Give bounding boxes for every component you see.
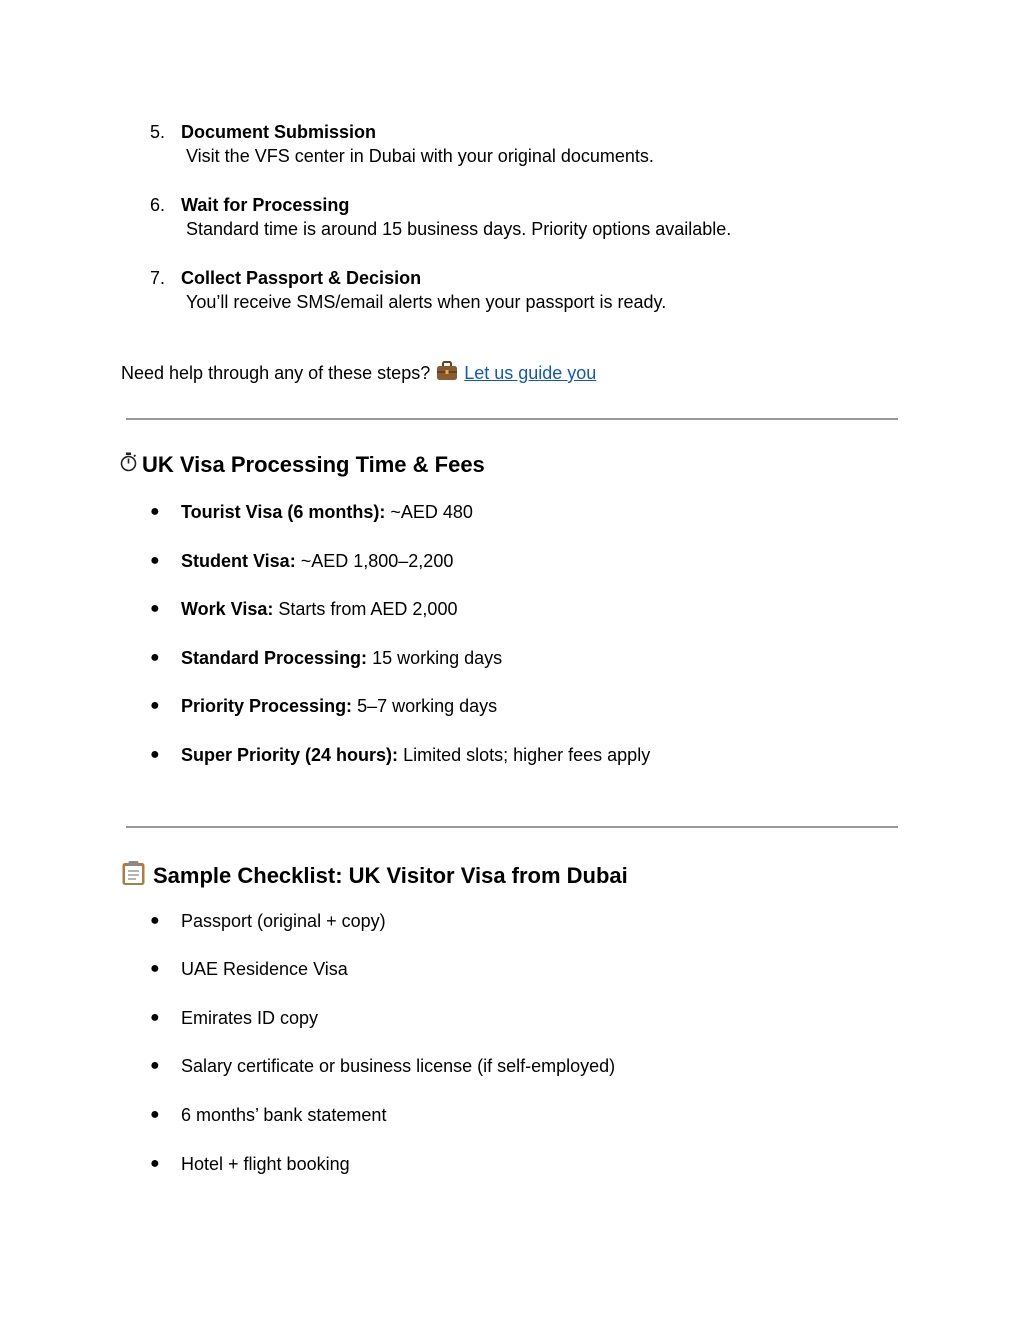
step-description: Standard time is around 15 business days. Priority options available. bbox=[186, 219, 732, 239]
list-item bbox=[181, 551, 453, 572]
bullet-icon: ● bbox=[150, 697, 160, 714]
item-label: Work Visa: bbox=[181, 599, 274, 619]
bullet-icon: ● bbox=[150, 960, 160, 977]
stopwatch-icon bbox=[120, 452, 137, 478]
fees-heading bbox=[120, 452, 485, 478]
bullet-icon: ● bbox=[150, 600, 160, 617]
clipboard-icon bbox=[121, 860, 146, 892]
item-value: ~AED 480 bbox=[390, 502, 473, 522]
step-number: 6. bbox=[150, 195, 166, 215]
checklist-heading bbox=[121, 860, 628, 892]
list-item: UAE Residence Visa bbox=[181, 959, 348, 979]
bullet-icon: ● bbox=[150, 1057, 160, 1074]
list-item: Salary certificate or business license (if self-employed) bbox=[181, 1056, 616, 1076]
step-title: Wait for Processing bbox=[181, 195, 350, 215]
bullet-icon: ● bbox=[150, 503, 160, 520]
step-title: Document Submission bbox=[181, 122, 377, 142]
item-label: Priority Processing: bbox=[181, 696, 353, 716]
item-value: 5–7 working days bbox=[357, 696, 498, 716]
step-number: 7. bbox=[150, 268, 166, 288]
list-item: 6 months’ bank statement bbox=[181, 1105, 387, 1125]
bullet-icon: ● bbox=[150, 1155, 160, 1172]
divider bbox=[126, 418, 898, 420]
bullet-icon: ● bbox=[150, 649, 160, 666]
list-item: Hotel + flight booking bbox=[181, 1154, 350, 1174]
bullet-icon: ● bbox=[150, 912, 160, 929]
step-description: Visit the VFS center in Dubai with your original documents. bbox=[186, 146, 654, 166]
list-item bbox=[181, 502, 473, 523]
section-title: UK Visa Processing Time & Fees bbox=[142, 452, 485, 477]
briefcase-icon bbox=[436, 361, 458, 386]
list-item bbox=[181, 696, 497, 717]
item-value: Starts from AED 2,000 bbox=[278, 599, 458, 619]
list-item bbox=[181, 648, 502, 669]
item-value: ~AED 1,800–2,200 bbox=[300, 551, 454, 571]
list-item bbox=[181, 599, 457, 620]
list-item bbox=[181, 745, 650, 766]
help-line bbox=[121, 361, 596, 386]
divider bbox=[126, 826, 898, 828]
help-text: Need help through any of these steps? bbox=[121, 363, 431, 383]
bullet-icon: ● bbox=[150, 1009, 160, 1026]
step-number: 5. bbox=[150, 122, 166, 142]
item-value: Limited slots; higher fees apply bbox=[403, 745, 651, 765]
section-title: Sample Checklist: UK Visitor Visa from Dubai bbox=[153, 863, 628, 888]
guide-link[interactable]: Let us guide you bbox=[464, 363, 597, 383]
bullet-icon: ● bbox=[150, 1106, 160, 1123]
bullet-icon: ● bbox=[150, 746, 160, 763]
item-label: Super Priority (24 hours): bbox=[181, 745, 399, 765]
list-item: Passport (original + copy) bbox=[181, 911, 386, 931]
item-value: 15 working days bbox=[372, 648, 503, 668]
item-label: Tourist Visa (6 months): bbox=[181, 502, 386, 522]
item-label: Student Visa: bbox=[181, 551, 296, 571]
bullet-icon: ● bbox=[150, 552, 160, 569]
item-label: Standard Processing: bbox=[181, 648, 368, 668]
step-title: Collect Passport & Decision bbox=[181, 268, 422, 288]
step-description: You’ll receive SMS/email alerts when your passport is ready. bbox=[186, 292, 667, 312]
list-item: Emirates ID copy bbox=[181, 1008, 319, 1028]
